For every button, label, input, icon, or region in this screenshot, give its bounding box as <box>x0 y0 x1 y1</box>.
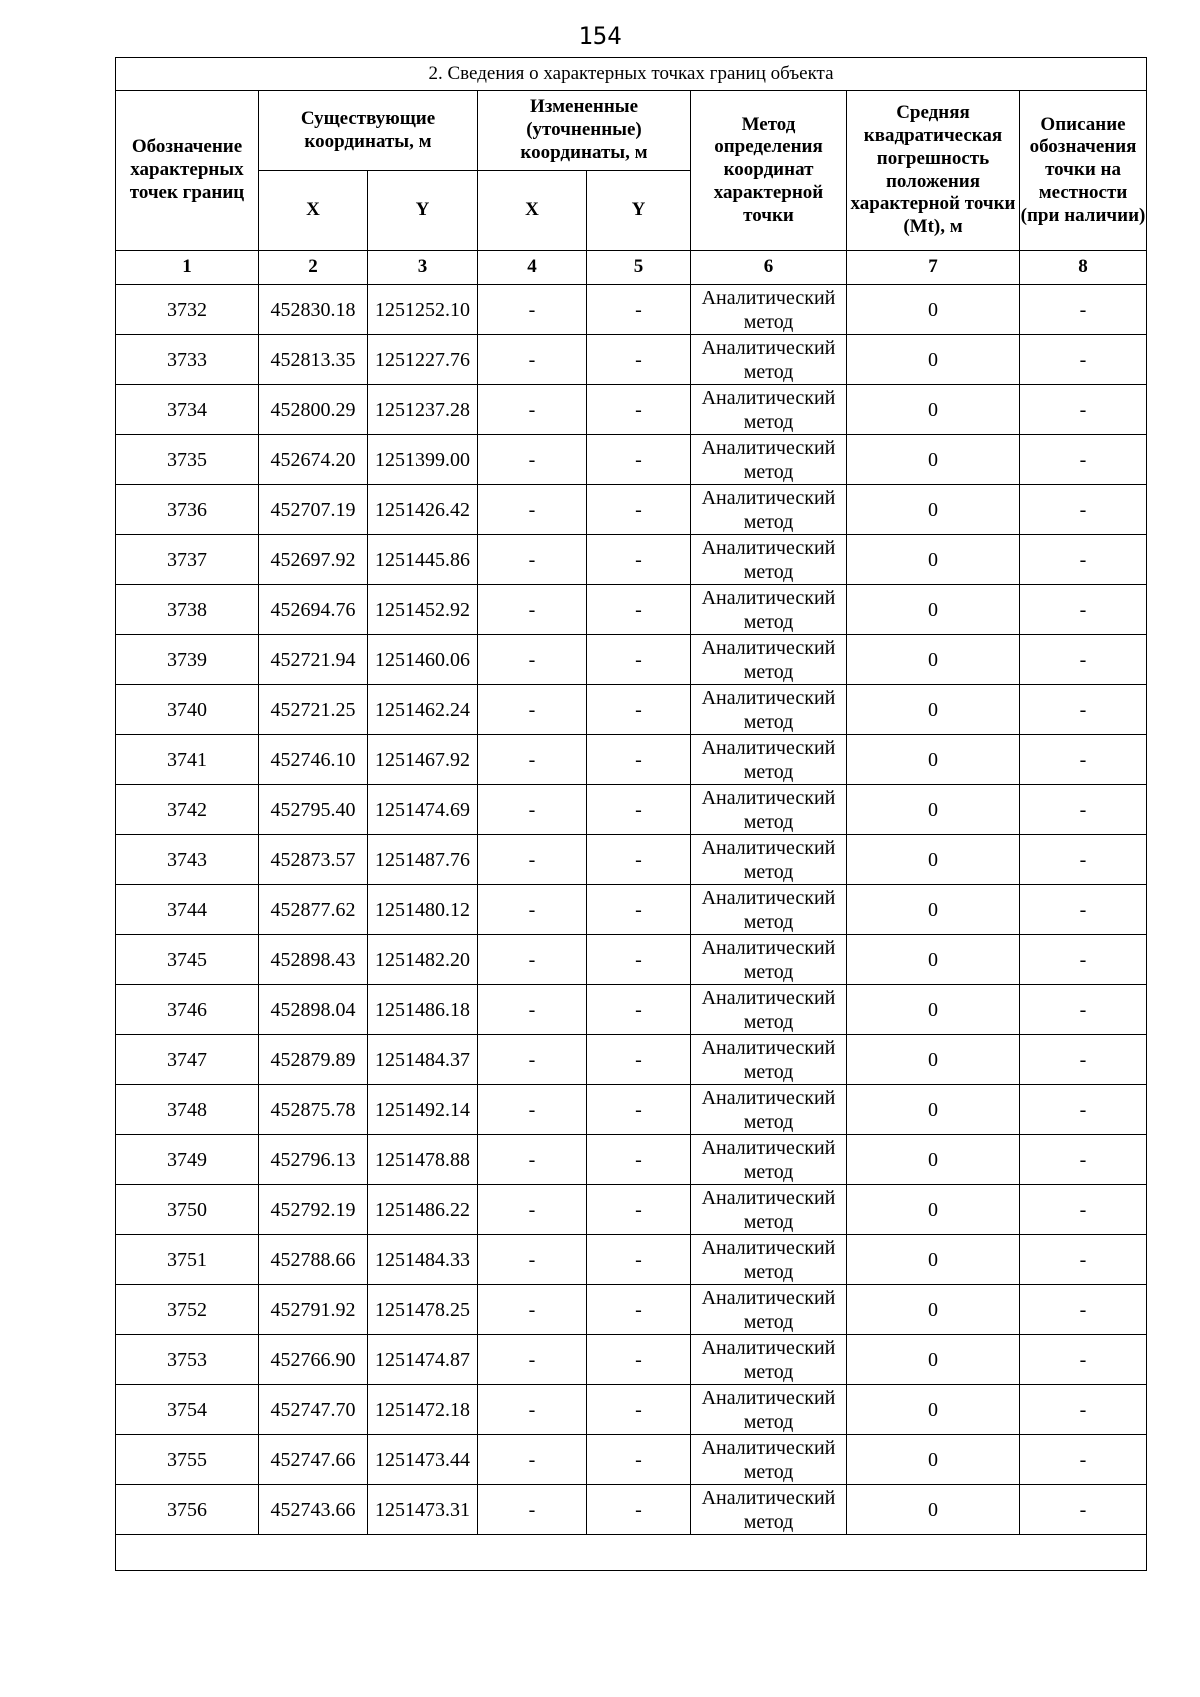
table-row <box>116 985 1147 1035</box>
cell-mean-square-error: 0 <box>847 535 1020 585</box>
cell-mean-square-error: 0 <box>847 335 1020 385</box>
cell-mean-square-error: 0 <box>847 985 1020 1035</box>
cell-existing-x: 452796.13 <box>259 1135 368 1185</box>
cell-method: Аналитический метод <box>691 1185 847 1235</box>
column-number: 2 <box>259 251 368 285</box>
table-body <box>116 285 1147 1535</box>
table-row <box>116 935 1147 985</box>
table-row <box>116 285 1147 335</box>
table-row <box>116 1285 1147 1335</box>
cell-point-number: 3743 <box>116 835 259 885</box>
cell-method: Аналитический метод <box>691 635 847 685</box>
cell-method: Аналитический метод <box>691 1085 847 1135</box>
cell-point-number: 3751 <box>116 1235 259 1285</box>
cell-changed-x: - <box>478 1385 587 1435</box>
cell-changed-y: - <box>587 1335 691 1385</box>
cell-existing-x: 452813.35 <box>259 335 368 385</box>
cell-mean-square-error: 0 <box>847 1185 1020 1235</box>
table-row <box>116 485 1147 535</box>
cell-mean-square-error: 0 <box>847 435 1020 485</box>
cell-changed-y: - <box>587 1435 691 1485</box>
cell-existing-y: 1251478.25 <box>368 1285 478 1335</box>
page-number: 154 <box>578 22 622 50</box>
cell-existing-y: 1251252.10 <box>368 285 478 335</box>
table-row <box>116 1185 1147 1235</box>
header-existing-coordinates: Существующие координаты, м <box>259 91 478 171</box>
cell-method: Аналитический метод <box>691 735 847 785</box>
header-mean-square-error: Средняя квадратическая погрешность положения характерной точки (Mt), м <box>847 91 1020 251</box>
cell-changed-y: - <box>587 485 691 535</box>
cell-changed-x: - <box>478 435 587 485</box>
cell-method: Аналитический метод <box>691 335 847 385</box>
cell-description: - <box>1020 285 1147 335</box>
cell-point-number: 3749 <box>116 1135 259 1185</box>
cell-method: Аналитический метод <box>691 385 847 435</box>
cell-existing-y: 1251473.31 <box>368 1485 478 1535</box>
cell-changed-y: - <box>587 1035 691 1085</box>
cell-mean-square-error: 0 <box>847 785 1020 835</box>
cell-changed-x: - <box>478 1085 587 1135</box>
cell-point-number: 3747 <box>116 1035 259 1085</box>
column-number: 1 <box>116 251 259 285</box>
table-row <box>116 1385 1147 1435</box>
cell-existing-x: 452879.89 <box>259 1035 368 1085</box>
cell-mean-square-error: 0 <box>847 1085 1020 1135</box>
cell-changed-y: - <box>587 335 691 385</box>
cell-method: Аналитический метод <box>691 1335 847 1385</box>
cell-description: - <box>1020 1085 1147 1135</box>
cell-mean-square-error: 0 <box>847 1435 1020 1485</box>
cell-mean-square-error: 0 <box>847 1135 1020 1185</box>
cell-point-number: 3750 <box>116 1185 259 1235</box>
cell-description: - <box>1020 635 1147 685</box>
column-number: 8 <box>1020 251 1147 285</box>
cell-point-number: 3737 <box>116 535 259 585</box>
cell-description: - <box>1020 885 1147 935</box>
cell-point-number: 3746 <box>116 985 259 1035</box>
cell-changed-x: - <box>478 1435 587 1485</box>
cell-existing-x: 452674.20 <box>259 435 368 485</box>
cell-changed-y: - <box>587 635 691 685</box>
cell-mean-square-error: 0 <box>847 1485 1020 1535</box>
cell-changed-x: - <box>478 1035 587 1085</box>
cell-existing-x: 452747.66 <box>259 1435 368 1485</box>
header-changed-y: Y <box>587 171 691 251</box>
cell-existing-y: 1251474.87 <box>368 1335 478 1385</box>
header-existing-x: X <box>259 171 368 251</box>
header-method: Метод определения координат характерной точки <box>691 91 847 251</box>
cell-changed-y: - <box>587 1085 691 1135</box>
cell-existing-x: 452791.92 <box>259 1285 368 1335</box>
cell-changed-y: - <box>587 735 691 785</box>
cell-changed-y: - <box>587 1235 691 1285</box>
cell-changed-y: - <box>587 1285 691 1335</box>
cell-existing-y: 1251474.69 <box>368 785 478 835</box>
header-changed-coordinates: Измененные (уточненные) координаты, м <box>478 91 691 171</box>
cell-method: Аналитический метод <box>691 1485 847 1535</box>
table-row <box>116 1235 1147 1285</box>
cell-existing-y: 1251484.37 <box>368 1035 478 1085</box>
cell-existing-x: 452898.04 <box>259 985 368 1035</box>
cell-changed-x: - <box>478 1235 587 1285</box>
cell-method: Аналитический метод <box>691 1285 847 1335</box>
cell-existing-x: 452721.94 <box>259 635 368 685</box>
cell-changed-x: - <box>478 985 587 1035</box>
cell-point-number: 3733 <box>116 335 259 385</box>
cell-existing-y: 1251426.42 <box>368 485 478 535</box>
cell-method: Аналитический метод <box>691 1135 847 1185</box>
table-row <box>116 385 1147 435</box>
cell-existing-x: 452697.92 <box>259 535 368 585</box>
cell-existing-x: 452877.62 <box>259 885 368 935</box>
cell-mean-square-error: 0 <box>847 585 1020 635</box>
cell-changed-x: - <box>478 885 587 935</box>
section-title: 2. Сведения о характерных точках границ объекта <box>116 58 1147 91</box>
column-number: 6 <box>691 251 847 285</box>
cell-existing-y: 1251227.76 <box>368 335 478 385</box>
cell-existing-y: 1251460.06 <box>368 635 478 685</box>
cell-mean-square-error: 0 <box>847 635 1020 685</box>
cell-description: - <box>1020 985 1147 1035</box>
header-point-description: Описание обозначения точки на местности (при наличии) <box>1020 91 1147 251</box>
cell-point-number: 3738 <box>116 585 259 635</box>
column-number: 5 <box>587 251 691 285</box>
cell-existing-y: 1251484.33 <box>368 1235 478 1285</box>
table-row <box>116 1035 1147 1085</box>
cell-changed-y: - <box>587 785 691 835</box>
cell-description: - <box>1020 535 1147 585</box>
cell-description: - <box>1020 935 1147 985</box>
cell-description: - <box>1020 1385 1147 1435</box>
cell-method: Аналитический метод <box>691 1435 847 1485</box>
cell-changed-x: - <box>478 835 587 885</box>
cell-method: Аналитический метод <box>691 935 847 985</box>
cell-changed-y: - <box>587 985 691 1035</box>
cell-changed-y: - <box>587 285 691 335</box>
cell-method: Аналитический метод <box>691 535 847 585</box>
cell-existing-y: 1251482.20 <box>368 935 478 985</box>
table-row <box>116 1435 1147 1485</box>
cell-method: Аналитический метод <box>691 885 847 935</box>
table-row <box>116 885 1147 935</box>
cell-method: Аналитический метод <box>691 1035 847 1085</box>
cell-point-number: 3735 <box>116 435 259 485</box>
cell-point-number: 3736 <box>116 485 259 535</box>
cell-existing-x: 452747.70 <box>259 1385 368 1435</box>
table-footer-row <box>116 1535 1147 1571</box>
cell-description: - <box>1020 685 1147 735</box>
boundary-points-table <box>115 57 1147 1571</box>
table-row <box>116 1485 1147 1535</box>
cell-changed-y: - <box>587 685 691 735</box>
cell-changed-y: - <box>587 1485 691 1535</box>
cell-mean-square-error: 0 <box>847 885 1020 935</box>
cell-mean-square-error: 0 <box>847 685 1020 735</box>
cell-description: - <box>1020 335 1147 385</box>
cell-existing-y: 1251487.76 <box>368 835 478 885</box>
cell-description: - <box>1020 835 1147 885</box>
cell-description: - <box>1020 1035 1147 1085</box>
cell-existing-x: 452792.19 <box>259 1185 368 1235</box>
table-row <box>116 585 1147 635</box>
cell-changed-x: - <box>478 1285 587 1335</box>
cell-method: Аналитический метод <box>691 485 847 535</box>
header-existing-y: Y <box>368 171 478 251</box>
cell-existing-y: 1251237.28 <box>368 385 478 435</box>
cell-description: - <box>1020 1235 1147 1285</box>
cell-existing-y: 1251399.00 <box>368 435 478 485</box>
cell-changed-x: - <box>478 635 587 685</box>
cell-point-number: 3739 <box>116 635 259 685</box>
cell-description: - <box>1020 1335 1147 1385</box>
cell-point-number: 3740 <box>116 685 259 735</box>
column-number: 7 <box>847 251 1020 285</box>
table-row <box>116 635 1147 685</box>
cell-existing-x: 452898.43 <box>259 935 368 985</box>
cell-description: - <box>1020 735 1147 785</box>
cell-existing-x: 452873.57 <box>259 835 368 885</box>
cell-point-number: 3754 <box>116 1385 259 1435</box>
cell-method: Аналитический метод <box>691 435 847 485</box>
cell-changed-x: - <box>478 485 587 535</box>
cell-changed-x: - <box>478 1335 587 1385</box>
cell-changed-y: - <box>587 1135 691 1185</box>
header-point-designation: Обозначение характерных точек границ <box>116 91 259 251</box>
cell-existing-x: 452830.18 <box>259 285 368 335</box>
cell-mean-square-error: 0 <box>847 835 1020 885</box>
cell-existing-y: 1251462.24 <box>368 685 478 735</box>
cell-description: - <box>1020 585 1147 635</box>
cell-existing-x: 452694.76 <box>259 585 368 635</box>
cell-changed-y: - <box>587 535 691 585</box>
cell-method: Аналитический метод <box>691 1235 847 1285</box>
cell-point-number: 3732 <box>116 285 259 335</box>
cell-description: - <box>1020 785 1147 835</box>
cell-existing-x: 452800.29 <box>259 385 368 435</box>
cell-method: Аналитический метод <box>691 835 847 885</box>
cell-description: - <box>1020 385 1147 435</box>
cell-existing-y: 1251472.18 <box>368 1385 478 1435</box>
cell-description: - <box>1020 435 1147 485</box>
cell-method: Аналитический метод <box>691 785 847 835</box>
cell-point-number: 3744 <box>116 885 259 935</box>
cell-description: - <box>1020 485 1147 535</box>
cell-method: Аналитический метод <box>691 685 847 735</box>
cell-method: Аналитический метод <box>691 285 847 335</box>
cell-point-number: 3741 <box>116 735 259 785</box>
table-row <box>116 535 1147 585</box>
cell-changed-x: - <box>478 1485 587 1535</box>
cell-description: - <box>1020 1485 1147 1535</box>
cell-existing-y: 1251452.92 <box>368 585 478 635</box>
table-row <box>116 1085 1147 1135</box>
cell-changed-x: - <box>478 335 587 385</box>
cell-changed-x: - <box>478 1135 587 1185</box>
cell-description: - <box>1020 1185 1147 1235</box>
cell-mean-square-error: 0 <box>847 385 1020 435</box>
cell-existing-x: 452743.66 <box>259 1485 368 1535</box>
cell-existing-x: 452766.90 <box>259 1335 368 1385</box>
cell-changed-y: - <box>587 1185 691 1235</box>
cell-existing-y: 1251467.92 <box>368 735 478 785</box>
column-number: 4 <box>478 251 587 285</box>
cell-method: Аналитический метод <box>691 585 847 635</box>
header-changed-x: X <box>478 171 587 251</box>
cell-changed-y: - <box>587 835 691 885</box>
cell-existing-x: 452721.25 <box>259 685 368 735</box>
cell-changed-y: - <box>587 935 691 985</box>
cell-changed-x: - <box>478 285 587 335</box>
cell-existing-x: 452707.19 <box>259 485 368 535</box>
cell-changed-x: - <box>478 735 587 785</box>
cell-point-number: 3734 <box>116 385 259 435</box>
cell-existing-x: 452746.10 <box>259 735 368 785</box>
table-row <box>116 685 1147 735</box>
cell-point-number: 3753 <box>116 1335 259 1385</box>
cell-existing-x: 452795.40 <box>259 785 368 835</box>
cell-changed-x: - <box>478 935 587 985</box>
cell-changed-x: - <box>478 785 587 835</box>
column-number: 3 <box>368 251 478 285</box>
cell-mean-square-error: 0 <box>847 735 1020 785</box>
cell-point-number: 3745 <box>116 935 259 985</box>
cell-point-number: 3752 <box>116 1285 259 1335</box>
cell-changed-x: - <box>478 535 587 585</box>
cell-changed-y: - <box>587 885 691 935</box>
cell-method: Аналитический метод <box>691 1385 847 1435</box>
cell-point-number: 3756 <box>116 1485 259 1535</box>
table-row <box>116 1135 1147 1185</box>
cell-existing-y: 1251486.18 <box>368 985 478 1035</box>
cell-changed-x: - <box>478 1185 587 1235</box>
cell-mean-square-error: 0 <box>847 1335 1020 1385</box>
cell-description: - <box>1020 1135 1147 1185</box>
cell-changed-y: - <box>587 385 691 435</box>
cell-changed-x: - <box>478 585 587 635</box>
cell-description: - <box>1020 1435 1147 1485</box>
cell-point-number: 3748 <box>116 1085 259 1135</box>
cell-existing-x: 452788.66 <box>259 1235 368 1285</box>
cell-changed-x: - <box>478 385 587 435</box>
table-row <box>116 735 1147 785</box>
table-row <box>116 435 1147 485</box>
cell-mean-square-error: 0 <box>847 1285 1020 1335</box>
cell-changed-y: - <box>587 585 691 635</box>
cell-mean-square-error: 0 <box>847 1235 1020 1285</box>
cell-mean-square-error: 0 <box>847 485 1020 535</box>
cell-existing-y: 1251492.14 <box>368 1085 478 1135</box>
cell-description: - <box>1020 1285 1147 1335</box>
cell-existing-y: 1251473.44 <box>368 1435 478 1485</box>
cell-mean-square-error: 0 <box>847 935 1020 985</box>
cell-mean-square-error: 0 <box>847 1035 1020 1085</box>
cell-existing-y: 1251445.86 <box>368 535 478 585</box>
cell-point-number: 3742 <box>116 785 259 835</box>
cell-point-number: 3755 <box>116 1435 259 1485</box>
cell-changed-y: - <box>587 1385 691 1435</box>
cell-mean-square-error: 0 <box>847 285 1020 335</box>
cell-method: Аналитический метод <box>691 985 847 1035</box>
cell-existing-y: 1251480.12 <box>368 885 478 935</box>
cell-mean-square-error: 0 <box>847 1385 1020 1435</box>
table-row <box>116 835 1147 885</box>
table-row <box>116 335 1147 385</box>
cell-existing-y: 1251486.22 <box>368 1185 478 1235</box>
cell-changed-y: - <box>587 435 691 485</box>
cell-changed-x: - <box>478 685 587 735</box>
cell-existing-x: 452875.78 <box>259 1085 368 1135</box>
cell-existing-y: 1251478.88 <box>368 1135 478 1185</box>
table-row <box>116 1335 1147 1385</box>
table-row <box>116 785 1147 835</box>
